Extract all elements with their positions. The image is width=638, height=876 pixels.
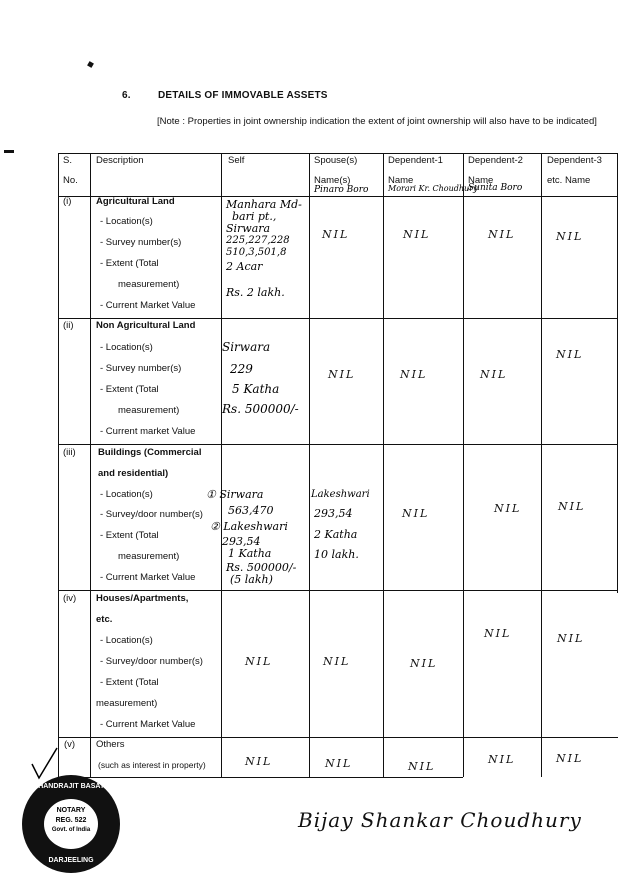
row-item: measurement) [118,551,180,562]
handwritten-value: Rs. 500000/- [222,402,299,416]
header-dep2-sub: Name [468,175,494,186]
row-item: - Location(s) [100,489,153,500]
header-self: Self [228,155,245,166]
nil-value: NIL [557,632,585,645]
row-item: - Current Market Value [100,719,196,730]
row-title-2: etc. [96,614,113,625]
row-item: - Extent (Total [100,677,159,688]
header-description: Description [96,155,144,166]
nil-value: NIL [480,368,508,381]
scan-mark [87,61,94,68]
header-dep2: Dependent-2 [468,155,523,166]
row-item: - Location(s) [100,342,153,353]
row-divider [58,737,618,738]
handwritten-value: Lakeshwari [311,489,370,500]
tick-mark-icon [30,746,60,780]
handwritten-value: Sirwara [222,340,271,354]
row-item: - Survey/door number(s) [100,509,203,520]
handwritten-value: 10 lakh. [314,548,359,561]
section-title: DETAILS OF IMMOVABLE ASSETS [158,90,328,101]
nil-value: NIL [322,228,350,241]
row-item: - Current Market Value [100,300,196,311]
nil-value: NIL [402,507,430,520]
col-border [90,153,91,777]
spouse-name: Pinaro Boro [314,185,369,195]
nil-value: NIL [494,502,522,515]
nil-value: NIL [556,752,584,765]
row-item: - Survey number(s) [100,237,182,248]
nil-value: NIL [488,753,516,766]
row-item: - Current market Value [100,426,196,437]
row-title: Buildings (Commercial [98,447,202,458]
note-text: [Note : Properties in joint ownership indication the extent of joint ownership will also have to be indicated] [157,116,597,127]
row-title: Agricultural Land [96,196,175,207]
handwritten-value: 225,227,228 [226,235,290,246]
header-dep1-sub: Name [388,175,414,186]
header-spouse: Spouse(s) [314,155,358,166]
nil-value: NIL [556,230,584,243]
scan-mark [4,150,14,153]
handwritten-value: 229 [230,362,253,376]
header-spouse-sub: Name(s) [314,175,351,186]
row-item: - Location(s) [100,216,153,227]
stamp-line: NOTARY [56,807,86,814]
handwritten-value: ① Sirwara [206,488,264,501]
table-border-bottom [58,777,463,778]
nil-value: NIL [408,760,436,773]
stamp-line: REG. 522 [55,817,87,824]
handwritten-value: ② Lakeshwari [210,520,288,533]
row-item: measurement) [118,279,180,290]
handwritten-value: 2 Katha [314,528,358,541]
row-item: - Current Market Value [100,572,196,583]
handwritten-value: Sirwara [226,222,271,235]
nil-value: NIL [245,755,273,768]
signature: Bijay Shankar Choudhury [298,808,582,832]
col-border [463,153,464,777]
stamp-name: CHANDRAJIT BASAYA [33,783,109,790]
nil-value: NIL [328,368,356,381]
nil-value: NIL [400,368,428,381]
header-dep3-sub: etc. Name [547,175,591,186]
dep2-name: Sunita Boro [468,183,523,193]
row-item: measurement) [96,698,158,709]
header-sno-1: S. [63,155,72,166]
nil-value: NIL [410,657,438,670]
stamp-line: Govt. of India [51,827,91,833]
handwritten-value: 293,54 [314,507,353,520]
row-sno: (iii) [63,447,76,458]
handwritten-value: 1 Katha [228,547,272,560]
handwritten-value: 5 Katha [232,382,280,396]
row-item: - Extent (Total [100,384,159,395]
handwritten-value: 510,3,501,8 [226,247,287,258]
col-border [617,153,618,593]
handwritten-value: (5 lakh) [230,573,273,586]
row-sno: (iv) [63,593,77,604]
row-title: Others [96,739,125,750]
nil-value: NIL [325,757,353,770]
row-item: - Extent (Total [100,530,159,541]
handwritten-value: Rs. 2 lakh. [226,286,285,299]
section-number: 6. [122,90,131,101]
header-sno-2: No. [63,175,78,186]
nil-value: NIL [484,627,512,640]
col-border [383,153,384,777]
col-border [309,153,310,777]
stamp-place: DARJEELING [48,857,94,864]
row-item: - Survey/door number(s) [100,656,203,667]
row-item: - Extent (Total [100,258,159,269]
handwritten-value: Rs. 500000/- [226,561,297,574]
handwritten-value: Manhara Md- [226,198,302,211]
col-border [221,153,222,777]
col-border [58,153,59,777]
row-item: measurement) [118,405,180,416]
header-dep1: Dependent-1 [388,155,443,166]
row-title-2: and residential) [98,468,169,479]
row-sno: (ii) [63,320,74,331]
nil-value: NIL [558,500,586,513]
handwritten-value: bari pt., [232,210,277,223]
row-item: - Location(s) [100,635,153,646]
row-title: Houses/Apartments, [96,593,189,604]
stamp-center [44,799,98,849]
handwritten-value: 2 Acar [226,260,263,273]
row-title: Non Agricultural Land [96,320,196,331]
nil-value: NIL [323,655,351,668]
nil-value: NIL [556,348,584,361]
handwritten-value: 563,470 [228,504,274,517]
notary-stamp [22,775,120,873]
row-sno: (i) [63,196,72,207]
nil-value: NIL [245,655,273,668]
row-sno: (v) [64,739,76,750]
header-dep3: Dependent-3 [547,155,602,166]
row-item: - Survey number(s) [100,363,182,374]
nil-value: NIL [403,228,431,241]
row-item: (such as interest in property) [98,760,206,770]
handwritten-value: 293,54 [222,535,261,548]
dep1-name: Morari Kr. Choudhury [388,184,478,193]
nil-value: NIL [488,228,516,241]
col-border [541,153,542,777]
